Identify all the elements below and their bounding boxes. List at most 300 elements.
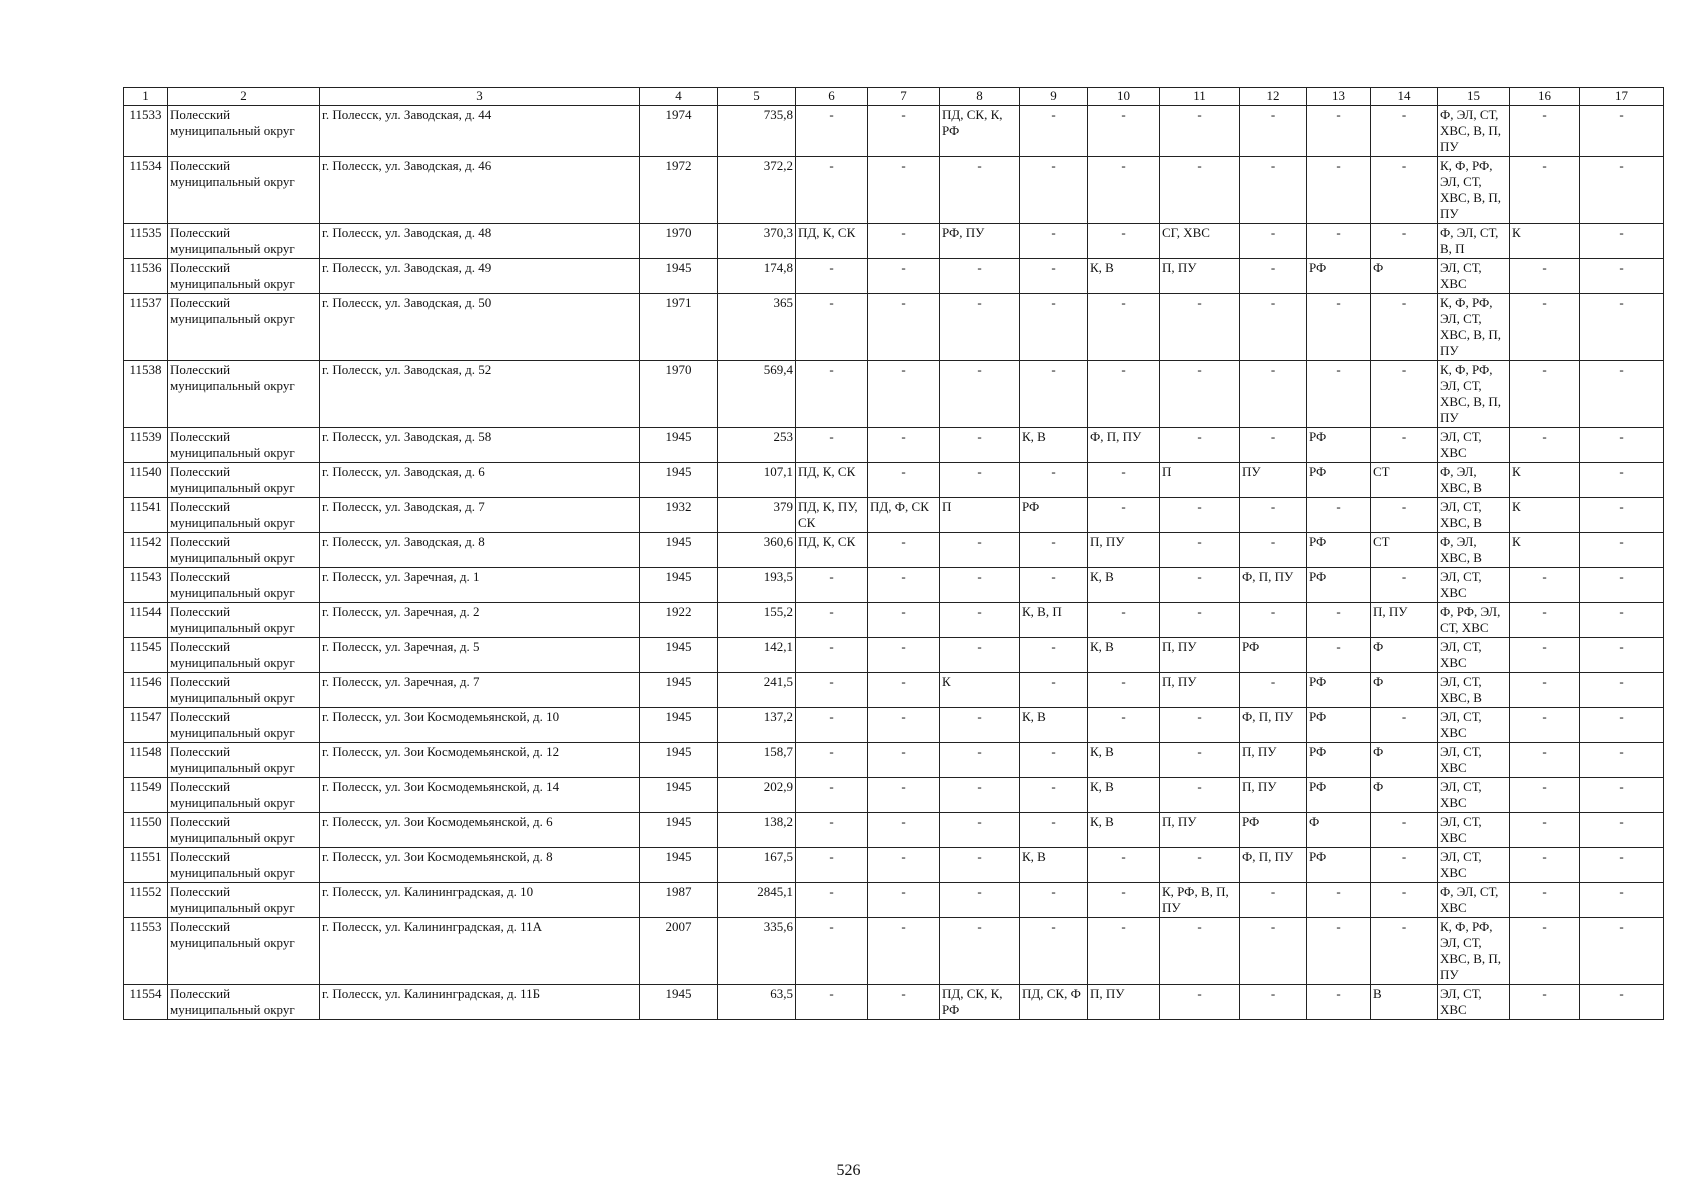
table-cell: - xyxy=(1240,428,1307,463)
table-cell: 735,8 xyxy=(718,106,796,157)
table-cell: - xyxy=(796,708,868,743)
table-cell: Ф, ЭЛ, СТ, ХВС xyxy=(1438,883,1510,918)
table-cell: - xyxy=(1580,568,1664,603)
table-cell: - xyxy=(868,463,940,498)
table-cell: - xyxy=(1510,638,1580,673)
table-cell: - xyxy=(1580,259,1664,294)
table-cell: В xyxy=(1371,985,1438,1020)
table-cell: ЭЛ, СТ, ХВС xyxy=(1438,985,1510,1020)
table-cell: г. Полесск, ул. Зои Космодемьянской, д. 12 xyxy=(320,743,640,778)
table-cell: - xyxy=(1240,985,1307,1020)
table-cell: - xyxy=(1160,498,1240,533)
table-cell: ЭЛ, СТ, ХВС xyxy=(1438,708,1510,743)
table-cell: - xyxy=(940,743,1020,778)
table-cell: - xyxy=(1510,778,1580,813)
table-cell: - xyxy=(868,603,940,638)
table-row xyxy=(124,259,1664,294)
table-cell: - xyxy=(1371,813,1438,848)
table-cell: - xyxy=(1088,918,1160,985)
table-cell: - xyxy=(1580,603,1664,638)
table-cell: 11546 xyxy=(124,673,168,708)
table-cell: г. Полесск, ул. Заводская, д. 46 xyxy=(320,157,640,224)
table-cell: 370,3 xyxy=(718,224,796,259)
table-row xyxy=(124,361,1664,428)
table-cell: - xyxy=(1160,603,1240,638)
table-cell: 11537 xyxy=(124,294,168,361)
table-cell: Ф, П, ПУ xyxy=(1240,568,1307,603)
table-cell: - xyxy=(1240,361,1307,428)
table-cell: г. Полесск, ул. Калининградская, д. 11Б xyxy=(320,985,640,1020)
table-cell: 1945 xyxy=(640,638,718,673)
table-cell: - xyxy=(1580,498,1664,533)
table-cell: - xyxy=(1020,361,1088,428)
table-cell: 138,2 xyxy=(718,813,796,848)
table-cell: - xyxy=(1510,603,1580,638)
table-cell: - xyxy=(1020,463,1088,498)
table-cell: - xyxy=(1371,157,1438,224)
table-row xyxy=(124,463,1664,498)
table-cell: - xyxy=(868,813,940,848)
table-cell: - xyxy=(868,985,940,1020)
table-cell: Ф xyxy=(1371,743,1438,778)
header-row xyxy=(124,88,1664,106)
table-cell: 202,9 xyxy=(718,778,796,813)
table-cell: РФ, ПУ xyxy=(940,224,1020,259)
table-cell: П xyxy=(940,498,1020,533)
table-cell: - xyxy=(1580,106,1664,157)
table-cell: - xyxy=(1307,157,1371,224)
table-cell: - xyxy=(1510,848,1580,883)
table-cell: ЭЛ, СТ, ХВС xyxy=(1438,428,1510,463)
column-header: 16 xyxy=(1510,88,1580,106)
table-cell: 11545 xyxy=(124,638,168,673)
table-cell: - xyxy=(1240,498,1307,533)
table-cell: - xyxy=(796,428,868,463)
table-cell: К xyxy=(1510,498,1580,533)
table-cell: - xyxy=(1307,294,1371,361)
table-cell: 155,2 xyxy=(718,603,796,638)
table-row xyxy=(124,533,1664,568)
table-cell: - xyxy=(1371,294,1438,361)
table-cell: - xyxy=(1088,361,1160,428)
table-cell: - xyxy=(1580,743,1664,778)
table-cell: 11551 xyxy=(124,848,168,883)
table-row xyxy=(124,157,1664,224)
table-row xyxy=(124,568,1664,603)
table-cell: ЭЛ, СТ, ХВС xyxy=(1438,259,1510,294)
table-cell: 1945 xyxy=(640,813,718,848)
table-cell: - xyxy=(1307,498,1371,533)
table-cell: ЭЛ, СТ, ХВС xyxy=(1438,778,1510,813)
table-cell: Полесский муниципальный округ xyxy=(168,106,320,157)
table-cell: 335,6 xyxy=(718,918,796,985)
table-cell: г. Полесск, ул. Зои Космодемьянской, д. 6 xyxy=(320,813,640,848)
table-cell: г. Полесск, ул. Калининградская, д. 10 xyxy=(320,883,640,918)
table-cell: 569,4 xyxy=(718,361,796,428)
table-cell: - xyxy=(1371,361,1438,428)
table-cell: РФ xyxy=(1307,428,1371,463)
table-cell: П, ПУ xyxy=(1240,743,1307,778)
table-cell: - xyxy=(1307,638,1371,673)
table-cell: 253 xyxy=(718,428,796,463)
table-cell: - xyxy=(1580,428,1664,463)
table-cell: - xyxy=(1371,106,1438,157)
table-cell: Полесский муниципальный округ xyxy=(168,708,320,743)
table-cell: - xyxy=(1510,259,1580,294)
table-cell: П, ПУ xyxy=(1160,638,1240,673)
column-header: 8 xyxy=(940,88,1020,106)
table-cell: 1945 xyxy=(640,568,718,603)
table-cell: - xyxy=(1510,743,1580,778)
table-cell: - xyxy=(1020,638,1088,673)
table-cell: - xyxy=(868,743,940,778)
table-cell: К, Ф, РФ, ЭЛ, СТ, ХВС, В, П, ПУ xyxy=(1438,157,1510,224)
table-cell: ЭЛ, СТ, ХВС, В xyxy=(1438,498,1510,533)
table-cell: - xyxy=(1088,224,1160,259)
table-cell: - xyxy=(1307,918,1371,985)
table-cell: ПД, СК, Ф xyxy=(1020,985,1088,1020)
table-cell: - xyxy=(868,883,940,918)
table-cell: 1970 xyxy=(640,224,718,259)
table-cell: г. Полесск, ул. Заводская, д. 52 xyxy=(320,361,640,428)
table-cell: г. Полесск, ул. Заводская, д. 58 xyxy=(320,428,640,463)
table-cell: - xyxy=(1020,294,1088,361)
table-row xyxy=(124,743,1664,778)
table-cell: К, В xyxy=(1020,848,1088,883)
table-cell: г. Полесск, ул. Заводская, д. 49 xyxy=(320,259,640,294)
table-cell: - xyxy=(1580,638,1664,673)
table-cell: 11550 xyxy=(124,813,168,848)
table-cell: Полесский муниципальный округ xyxy=(168,428,320,463)
table-cell: - xyxy=(1020,259,1088,294)
table-cell: - xyxy=(1510,673,1580,708)
table-cell: К, В, П xyxy=(1020,603,1088,638)
table-row xyxy=(124,638,1664,673)
table-cell: 11548 xyxy=(124,743,168,778)
table-cell: - xyxy=(940,463,1020,498)
table-cell: Полесский муниципальный округ xyxy=(168,743,320,778)
table-cell: г. Полесск, ул. Зои Космодемьянской, д. 10 xyxy=(320,708,640,743)
table-cell: К, РФ, В, П, ПУ xyxy=(1160,883,1240,918)
table-cell: РФ xyxy=(1307,848,1371,883)
table-cell: г. Полесск, ул. Зои Космодемьянской, д. 8 xyxy=(320,848,640,883)
table-cell: П, ПУ xyxy=(1088,985,1160,1020)
table-cell: 1945 xyxy=(640,673,718,708)
table-cell: РФ xyxy=(1020,498,1088,533)
table-cell: Полесский муниципальный округ xyxy=(168,778,320,813)
table-cell: Полесский муниципальный округ xyxy=(168,918,320,985)
table-cell: Ф xyxy=(1371,259,1438,294)
column-header: 4 xyxy=(640,88,718,106)
table-cell: - xyxy=(1307,361,1371,428)
table-cell: Полесский муниципальный округ xyxy=(168,361,320,428)
table-cell: - xyxy=(1020,883,1088,918)
table-cell: РФ xyxy=(1240,638,1307,673)
table-cell: 1932 xyxy=(640,498,718,533)
table-cell: - xyxy=(868,428,940,463)
table-cell: П, ПУ xyxy=(1160,259,1240,294)
table-cell: 174,8 xyxy=(718,259,796,294)
table-cell: - xyxy=(1580,918,1664,985)
table-cell: - xyxy=(868,224,940,259)
table-cell: 11540 xyxy=(124,463,168,498)
table-row xyxy=(124,106,1664,157)
table-cell: 11554 xyxy=(124,985,168,1020)
table-cell: - xyxy=(1307,883,1371,918)
table-cell: - xyxy=(1160,778,1240,813)
table-cell: - xyxy=(1160,428,1240,463)
table-cell: 11533 xyxy=(124,106,168,157)
table-cell: - xyxy=(1580,463,1664,498)
table-cell: 1945 xyxy=(640,985,718,1020)
table-cell: - xyxy=(868,708,940,743)
table-cell: - xyxy=(796,106,868,157)
table-cell: К, В xyxy=(1088,743,1160,778)
table-cell: - xyxy=(1160,294,1240,361)
table-cell: 1987 xyxy=(640,883,718,918)
table-cell: - xyxy=(1020,743,1088,778)
table-cell: 360,6 xyxy=(718,533,796,568)
table-cell: - xyxy=(1240,673,1307,708)
table-cell: 1945 xyxy=(640,533,718,568)
table-cell: 11552 xyxy=(124,883,168,918)
table-cell: РФ xyxy=(1307,533,1371,568)
table-cell: 1974 xyxy=(640,106,718,157)
table-row xyxy=(124,673,1664,708)
table-cell: К xyxy=(1510,463,1580,498)
table-cell: П, ПУ xyxy=(1240,778,1307,813)
table-cell: РФ xyxy=(1307,708,1371,743)
table-cell: 193,5 xyxy=(718,568,796,603)
table-cell: ЭЛ, СТ, ХВС xyxy=(1438,848,1510,883)
table-cell: - xyxy=(1240,603,1307,638)
table-cell: Ф, П, ПУ xyxy=(1088,428,1160,463)
table-cell: - xyxy=(796,603,868,638)
column-header: 2 xyxy=(168,88,320,106)
table-cell: ЭЛ, СТ, ХВС xyxy=(1438,813,1510,848)
table-cell: 1972 xyxy=(640,157,718,224)
table-cell: ПД, Ф, СК xyxy=(868,498,940,533)
table-cell: г. Полесск, ул. Зои Космодемьянской, д. 14 xyxy=(320,778,640,813)
table-cell: 11547 xyxy=(124,708,168,743)
table-cell: - xyxy=(868,361,940,428)
table-row xyxy=(124,603,1664,638)
table-cell: Полесский муниципальный округ xyxy=(168,224,320,259)
table-cell: - xyxy=(796,361,868,428)
table-cell: Ф, ЭЛ, СТ, В, П xyxy=(1438,224,1510,259)
table-cell: - xyxy=(1088,603,1160,638)
table-cell: - xyxy=(796,673,868,708)
table-cell: - xyxy=(940,428,1020,463)
table-cell: Полесский муниципальный округ xyxy=(168,157,320,224)
table-cell: г. Полесск, ул. Заречная, д. 1 xyxy=(320,568,640,603)
table-cell: - xyxy=(796,294,868,361)
table-cell: ПУ xyxy=(1240,463,1307,498)
table-cell: Ф xyxy=(1307,813,1371,848)
table-cell: 1945 xyxy=(640,743,718,778)
column-header: 5 xyxy=(718,88,796,106)
table-cell: - xyxy=(1510,106,1580,157)
table-cell: - xyxy=(1240,918,1307,985)
table-cell: г. Полесск, ул. Заводская, д. 7 xyxy=(320,498,640,533)
table-cell: - xyxy=(1160,106,1240,157)
table-body xyxy=(124,106,1664,1020)
table-cell: - xyxy=(796,638,868,673)
table-cell: 137,2 xyxy=(718,708,796,743)
table-cell: Ф, ЭЛ, ХВС, В xyxy=(1438,533,1510,568)
table-cell: г. Полесск, ул. Заводская, д. 6 xyxy=(320,463,640,498)
table-cell: - xyxy=(1160,985,1240,1020)
table-row xyxy=(124,883,1664,918)
table-cell: П, ПУ xyxy=(1088,533,1160,568)
table-cell: 2845,1 xyxy=(718,883,796,918)
table-cell: 1945 xyxy=(640,848,718,883)
table-row xyxy=(124,224,1664,259)
table-cell: - xyxy=(868,533,940,568)
table-cell: - xyxy=(796,918,868,985)
table-cell: 11544 xyxy=(124,603,168,638)
table-cell: ПД, К, СК xyxy=(796,224,868,259)
table-cell: - xyxy=(796,778,868,813)
table-cell: К, В xyxy=(1020,428,1088,463)
table-cell: - xyxy=(1088,498,1160,533)
table-row xyxy=(124,778,1664,813)
table-cell: - xyxy=(1088,848,1160,883)
table-cell: - xyxy=(1088,883,1160,918)
column-header: 11 xyxy=(1160,88,1240,106)
table-cell: - xyxy=(1371,224,1438,259)
table-cell: - xyxy=(796,883,868,918)
table-cell: К, В xyxy=(1088,813,1160,848)
table-cell: - xyxy=(796,568,868,603)
table-cell: К xyxy=(1510,224,1580,259)
table-cell: Полесский муниципальный округ xyxy=(168,259,320,294)
table-cell: - xyxy=(1240,224,1307,259)
table-cell: Полесский муниципальный округ xyxy=(168,498,320,533)
table-cell: - xyxy=(1307,224,1371,259)
table-cell: - xyxy=(1510,813,1580,848)
table-cell: - xyxy=(796,743,868,778)
table-cell: - xyxy=(1020,813,1088,848)
table-cell: ЭЛ, СТ, ХВС xyxy=(1438,743,1510,778)
table-cell: - xyxy=(1088,673,1160,708)
table-cell: - xyxy=(940,918,1020,985)
table-cell: - xyxy=(1510,157,1580,224)
table-cell: 107,1 xyxy=(718,463,796,498)
table-cell: - xyxy=(1020,673,1088,708)
column-header: 9 xyxy=(1020,88,1088,106)
table-row xyxy=(124,708,1664,743)
table-cell: К xyxy=(1510,533,1580,568)
table-cell: 11553 xyxy=(124,918,168,985)
table-row xyxy=(124,918,1664,985)
table-cell: Полесский муниципальный округ xyxy=(168,603,320,638)
column-header: 7 xyxy=(868,88,940,106)
table-cell: - xyxy=(1580,533,1664,568)
table-cell: - xyxy=(940,568,1020,603)
table-cell: - xyxy=(1580,813,1664,848)
table-cell: - xyxy=(1160,918,1240,985)
table-cell: - xyxy=(1580,848,1664,883)
table-cell: - xyxy=(868,106,940,157)
table-cell: 167,5 xyxy=(718,848,796,883)
table-cell: - xyxy=(1580,883,1664,918)
table-cell: ЭЛ, СТ, ХВС xyxy=(1438,568,1510,603)
table-cell: 1945 xyxy=(640,778,718,813)
table-cell: СТ xyxy=(1371,533,1438,568)
table-cell: Полесский муниципальный округ xyxy=(168,638,320,673)
table-cell: г. Полесск, ул. Заводская, д. 44 xyxy=(320,106,640,157)
table-cell: - xyxy=(796,813,868,848)
table-cell: - xyxy=(940,294,1020,361)
table-cell: - xyxy=(1240,533,1307,568)
table-cell: - xyxy=(1510,918,1580,985)
table-cell: г. Полесск, ул. Заречная, д. 2 xyxy=(320,603,640,638)
table-cell: К, В xyxy=(1020,708,1088,743)
table-row xyxy=(124,985,1664,1020)
table-cell: - xyxy=(1160,743,1240,778)
table-row xyxy=(124,848,1664,883)
table-cell: - xyxy=(1160,848,1240,883)
table-cell: Ф, ЭЛ, СТ, ХВС, В, П, ПУ xyxy=(1438,106,1510,157)
table-cell: - xyxy=(1240,259,1307,294)
table-cell: - xyxy=(1510,883,1580,918)
table-cell: - xyxy=(1020,157,1088,224)
table-cell: - xyxy=(868,638,940,673)
table-cell: г. Полесск, ул. Заречная, д. 7 xyxy=(320,673,640,708)
table-cell: 11542 xyxy=(124,533,168,568)
table-cell: ЭЛ, СТ, ХВС xyxy=(1438,638,1510,673)
table-cell: - xyxy=(1160,361,1240,428)
table-cell: ПД, К, ПУ, СК xyxy=(796,498,868,533)
table-cell: 1945 xyxy=(640,708,718,743)
table-cell: Полесский муниципальный округ xyxy=(168,568,320,603)
table-cell: - xyxy=(1088,708,1160,743)
table-cell: Ф, П, ПУ xyxy=(1240,708,1307,743)
table-cell: - xyxy=(1020,778,1088,813)
table-cell: - xyxy=(1371,568,1438,603)
column-header: 14 xyxy=(1371,88,1438,106)
table-cell: 1945 xyxy=(640,463,718,498)
table-cell: П xyxy=(1160,463,1240,498)
table-cell: - xyxy=(940,638,1020,673)
table-cell: - xyxy=(1510,568,1580,603)
table-cell: - xyxy=(1580,361,1664,428)
table-cell: - xyxy=(1240,883,1307,918)
table-cell: - xyxy=(1160,568,1240,603)
table-cell: Ф, ЭЛ, ХВС, В xyxy=(1438,463,1510,498)
column-header: 3 xyxy=(320,88,640,106)
table-cell: - xyxy=(1580,985,1664,1020)
table-cell: 1971 xyxy=(640,294,718,361)
table-cell: СТ xyxy=(1371,463,1438,498)
table-cell: 11538 xyxy=(124,361,168,428)
table-cell: К, Ф, РФ, ЭЛ, СТ, ХВС, В, П, ПУ xyxy=(1438,361,1510,428)
table-cell: Полесский муниципальный округ xyxy=(168,985,320,1020)
table-cell: ПД, СК, К, РФ xyxy=(940,985,1020,1020)
table-cell: П, ПУ xyxy=(1160,673,1240,708)
table-row xyxy=(124,294,1664,361)
table-cell: - xyxy=(1371,428,1438,463)
table-cell: К, В xyxy=(1088,778,1160,813)
table-cell: РФ xyxy=(1240,813,1307,848)
table-cell: - xyxy=(1371,918,1438,985)
table-cell: - xyxy=(1580,157,1664,224)
table-cell: - xyxy=(796,848,868,883)
table-cell: Ф xyxy=(1371,778,1438,813)
table-cell: - xyxy=(1160,157,1240,224)
table-cell: РФ xyxy=(1307,778,1371,813)
